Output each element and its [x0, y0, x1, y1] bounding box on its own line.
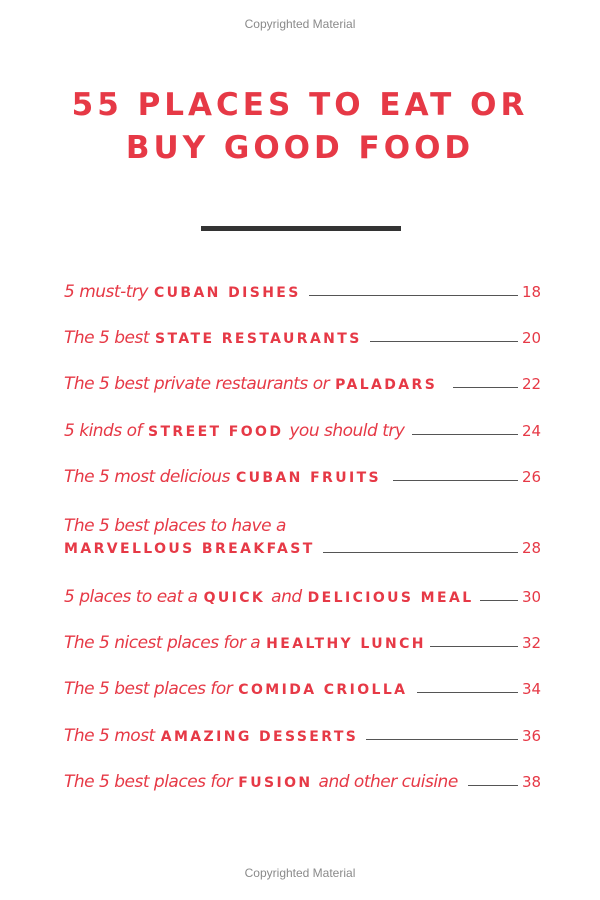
- toc-entry[interactable]: [64, 633, 540, 659]
- toc-entry-text: The 5 best: [64, 328, 150, 348]
- toc-entry-text: The 5 best places for: [64, 679, 233, 699]
- dotted-leader: [412, 434, 518, 435]
- copyright-watermark-top: Copyrighted Material: [244, 17, 356, 31]
- dotted-leader: [309, 295, 518, 296]
- toc-entry-text: The 5 nicest places for a: [64, 633, 261, 653]
- toc-entry-highlight-2: DELICIOUS MEAL: [307, 590, 474, 606]
- toc-page-number: 30: [522, 588, 542, 606]
- section-title-line-1: 55 PLACES TO EAT OR: [71, 87, 529, 123]
- toc-entry-highlight: FUSION: [238, 775, 313, 791]
- toc-entry-text-tail: and other cuisine: [318, 772, 458, 792]
- title-divider: [201, 226, 401, 231]
- toc-entry-highlight: MARVELLOUS BREAKFAST: [64, 541, 315, 557]
- dotted-leader: [323, 552, 518, 553]
- toc-page-number: 28: [522, 539, 542, 557]
- section-title: [0, 84, 600, 170]
- dotted-leader: [468, 785, 518, 786]
- copyright-watermark-bottom: Copyrighted Material: [244, 866, 356, 880]
- dotted-leader: [480, 600, 518, 601]
- dotted-leader: [393, 480, 518, 481]
- toc-entry[interactable]: [64, 587, 540, 613]
- toc-entry[interactable]: [64, 679, 540, 705]
- toc-entry-highlight: STATE RESTAURANTS: [155, 331, 362, 347]
- toc-entry-text-tail: you should try: [289, 421, 405, 441]
- toc-entry-text-mid: and: [271, 587, 302, 607]
- toc-page-number: 20: [522, 329, 542, 347]
- toc-entry[interactable]: [64, 328, 540, 354]
- toc-entry-text: The 5 best places for: [64, 772, 233, 792]
- toc-page-number: 26: [522, 468, 542, 486]
- toc-page-number: 18: [522, 283, 542, 301]
- toc-entry-text: The 5 best private restaurants or: [64, 374, 330, 394]
- toc-entry[interactable]: [64, 513, 540, 565]
- dotted-leader: [453, 387, 518, 388]
- toc-entry-text: 5 kinds of: [64, 421, 142, 441]
- toc-page-number: 36: [522, 727, 542, 745]
- toc-entry[interactable]: [64, 282, 540, 308]
- toc-entry[interactable]: [64, 726, 540, 752]
- toc-entry-text: The 5 most: [64, 726, 155, 746]
- toc-entry-highlight: CUBAN DISHES: [153, 285, 301, 301]
- toc-entry[interactable]: [64, 421, 540, 447]
- toc-entry[interactable]: [64, 467, 540, 493]
- dotted-leader: [430, 646, 518, 647]
- toc-entry-highlight: CUBAN FRUITS: [235, 470, 382, 486]
- toc-page-number: 38: [522, 773, 542, 791]
- toc-page-number: 24: [522, 422, 542, 440]
- toc-page-number: 34: [522, 680, 542, 698]
- toc-page-number: 22: [522, 375, 542, 393]
- section-title-line-2: BUY GOOD FOOD: [125, 130, 475, 166]
- toc-entry-text: The 5 most delicious: [64, 467, 230, 487]
- toc-entry-highlight: AMAZING DESSERTS: [160, 729, 359, 745]
- toc-entry-text: The 5 best places to have a: [64, 516, 286, 536]
- toc-entry-highlight: COMIDA CRIOLLA: [238, 682, 408, 698]
- toc-entry[interactable]: [64, 772, 540, 798]
- toc-entry-highlight: STREET FOOD: [148, 424, 284, 440]
- toc-entry-highlight: QUICK: [203, 590, 266, 606]
- toc-entry-text: 5 must-try: [64, 282, 148, 302]
- dotted-leader: [417, 692, 518, 693]
- toc-entry[interactable]: [64, 374, 540, 400]
- toc-page-number: 32: [522, 634, 542, 652]
- toc-entry-highlight: HEALTHY LUNCH: [266, 636, 426, 652]
- toc-entry-highlight: PALADARS: [335, 377, 438, 393]
- dotted-leader: [370, 341, 518, 342]
- toc-entry-text: 5 places to eat a: [64, 587, 198, 607]
- dotted-leader: [366, 739, 518, 740]
